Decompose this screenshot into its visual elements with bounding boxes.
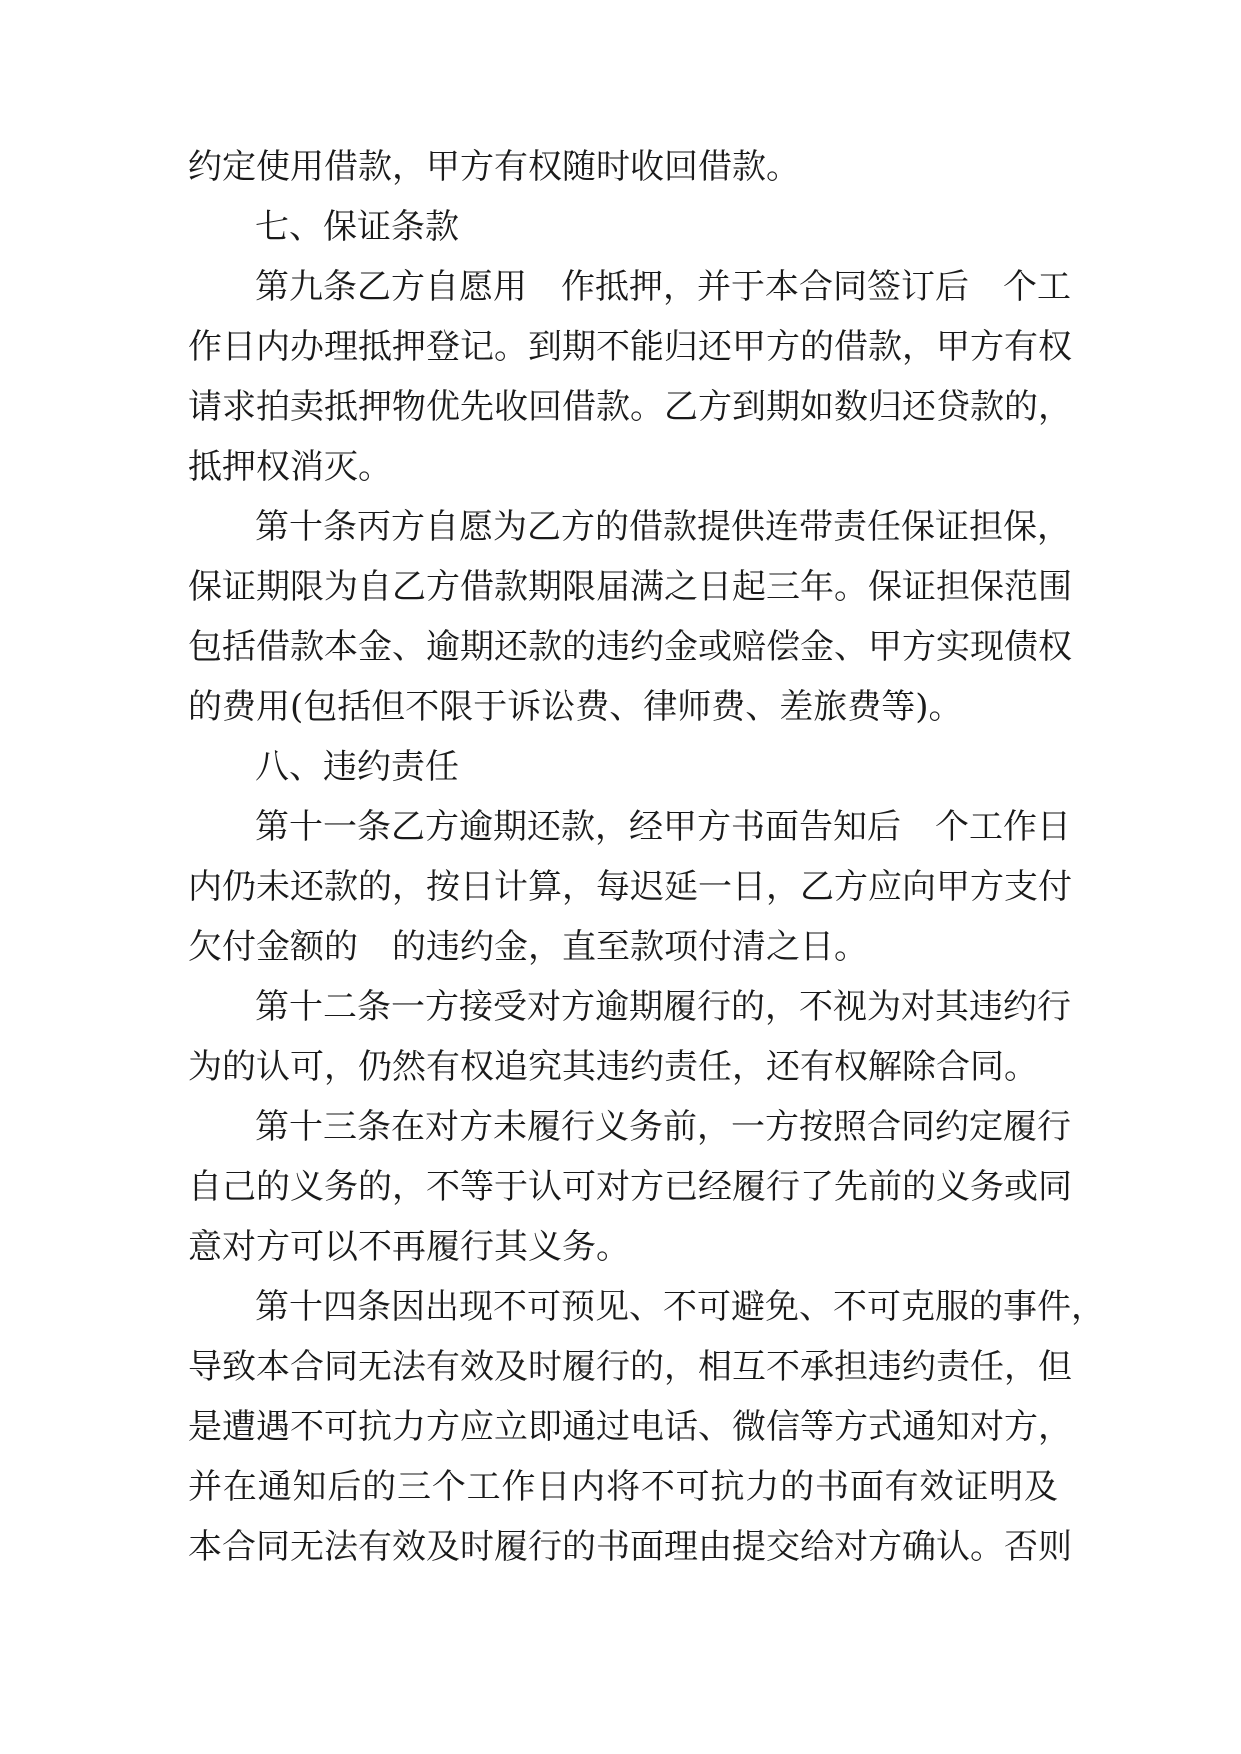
section-heading: 七、保证条款: [255, 207, 459, 247]
text-line: 包括借款本金、逾期还款的违约金或赔偿金、甲方实现债权: [188, 627, 1072, 667]
text-line: 第十四条因出现不可预见、不可避免、不可克服的事件，: [255, 1287, 1105, 1327]
text-line: 是遭遇不可抗力方应立即通过电话、微信等方式通知对方，: [188, 1407, 1072, 1447]
text-line: 本合同无法有效及时履行的书面理由提交给对方确认。否则: [188, 1527, 1072, 1567]
text-line: 内仍未还款的，按日计算，每迟延一日，乙方应向甲方支付: [188, 867, 1072, 907]
text-line: 请求拍卖抵押物优先收回借款。乙方到期如数归还贷款的，: [188, 387, 1072, 427]
section-heading: 八、违约责任: [255, 747, 459, 787]
text-line: 第十三条在对方未履行义务前，一方按照合同约定履行: [255, 1107, 1071, 1147]
text-line: 作日内办理抵押登记。到期不能归还甲方的借款，甲方有权: [188, 327, 1072, 367]
text-line: 的费用(包括但不限于诉讼费、律师费、差旅费等)。: [188, 687, 963, 727]
text-line: 自己的义务的，不等于认可对方已经履行了先前的义务或同: [188, 1167, 1072, 1207]
text-line: 保证期限为自乙方借款期限届满之日起三年。保证担保范围: [188, 567, 1072, 607]
text-line: 并在通知后的三个工作日内将不可抗力的书面有效证明及: [188, 1467, 1058, 1507]
text-line: 导致本合同无法有效及时履行的，相互不承担违约责任，但: [188, 1347, 1072, 1387]
text-line: 第九条乙方自愿用 作抵押，并于本合同签订后 个工: [255, 267, 1071, 307]
text-line: 为的认可，仍然有权追究其违约责任，还有权解除合同。: [188, 1047, 1038, 1087]
text-line: 第十一条乙方逾期还款，经甲方书面告知后 个工作日: [255, 807, 1071, 847]
text-line: 第十条丙方自愿为乙方的借款提供连带责任保证担保，: [255, 507, 1071, 547]
text-line: 第十二条一方接受对方逾期履行的，不视为对其违约行: [255, 987, 1071, 1027]
text-line: 意对方可以不再履行其义务。: [188, 1227, 630, 1267]
text-line: 约定使用借款，甲方有权随时收回借款。: [188, 147, 800, 187]
text-line: 抵押权消灭。: [188, 447, 392, 487]
text-line: 欠付金额的 的违约金，直至款项付清之日。: [188, 927, 868, 967]
